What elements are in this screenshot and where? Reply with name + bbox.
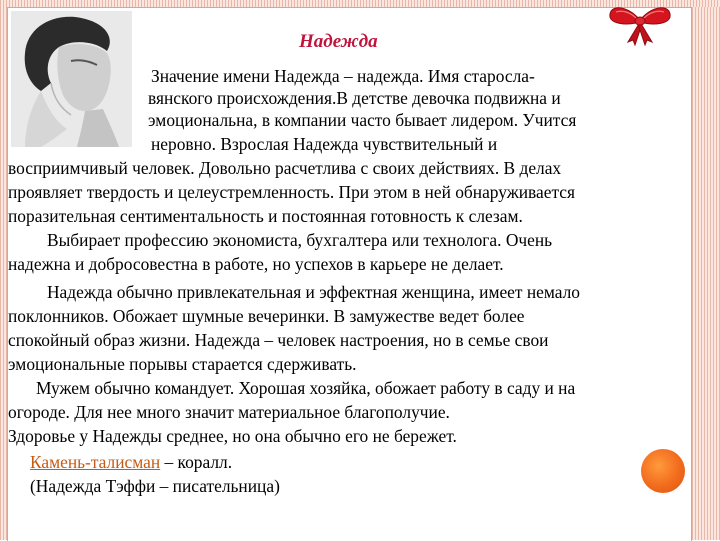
text-line: вянского происхождения.В детстве девочка подвижна и bbox=[148, 88, 561, 108]
slide-right-edge-pattern bbox=[692, 7, 720, 540]
talisman-line bbox=[30, 452, 232, 472]
text-line: огороде. Для нее много значит материальное благополучие. bbox=[8, 402, 450, 422]
text-line: Значение имени Надежда – надежда. Имя старосла- bbox=[151, 66, 535, 86]
text-line: Мужем обычно командует. Хорошая хозяйка, обожает работу в саду и на bbox=[36, 378, 576, 398]
text-line: восприимчивый человек. Довольно расчетлива с своих действиях. В делах bbox=[8, 158, 562, 178]
talisman-link[interactable]: Камень-талисман bbox=[30, 452, 161, 472]
text-line: поклонников. Обожает шумные вечеринки. В замужестве ведет более bbox=[8, 306, 525, 326]
slide-title: Надежда bbox=[299, 31, 378, 52]
text-line: Выбирает профессию экономиста, бухгалтера или технолога. Очень bbox=[47, 230, 553, 250]
ribbon-bow-icon bbox=[604, 2, 676, 51]
decorative-orange-circle bbox=[641, 449, 685, 493]
text-line: Надежда обычно привлекательная и эффектная женщина, имеет немало bbox=[47, 282, 580, 302]
portrait-photo bbox=[11, 11, 132, 147]
text-line: поразительная сентиментальность и постоянная готовность к слезам. bbox=[8, 206, 523, 226]
text-line: эмоциональные порывы старается сдерживать. bbox=[8, 354, 357, 374]
text-line: Здоровье у Надежды среднее, но она обычно его не бережет. bbox=[8, 426, 457, 446]
text-line: неровно. Взрослая Надежда чувствительный и bbox=[151, 134, 498, 154]
text-line: спокойный образ жизни. Надежда – человек настроения, но в семье свои bbox=[8, 330, 549, 350]
text-line: надежна и добросовестна в работе, но успехов в карьере не делает. bbox=[8, 254, 504, 274]
text-line: эмоциональна, в компании часто бывает лидером. Учится bbox=[148, 110, 577, 130]
text-line: проявляет твердость и целеустремленность. При этом в ней обнаруживается bbox=[8, 182, 576, 202]
talisman-value: – коралл. bbox=[160, 452, 233, 472]
footer-note: (Надежда Тэффи – писательница) bbox=[30, 476, 280, 496]
